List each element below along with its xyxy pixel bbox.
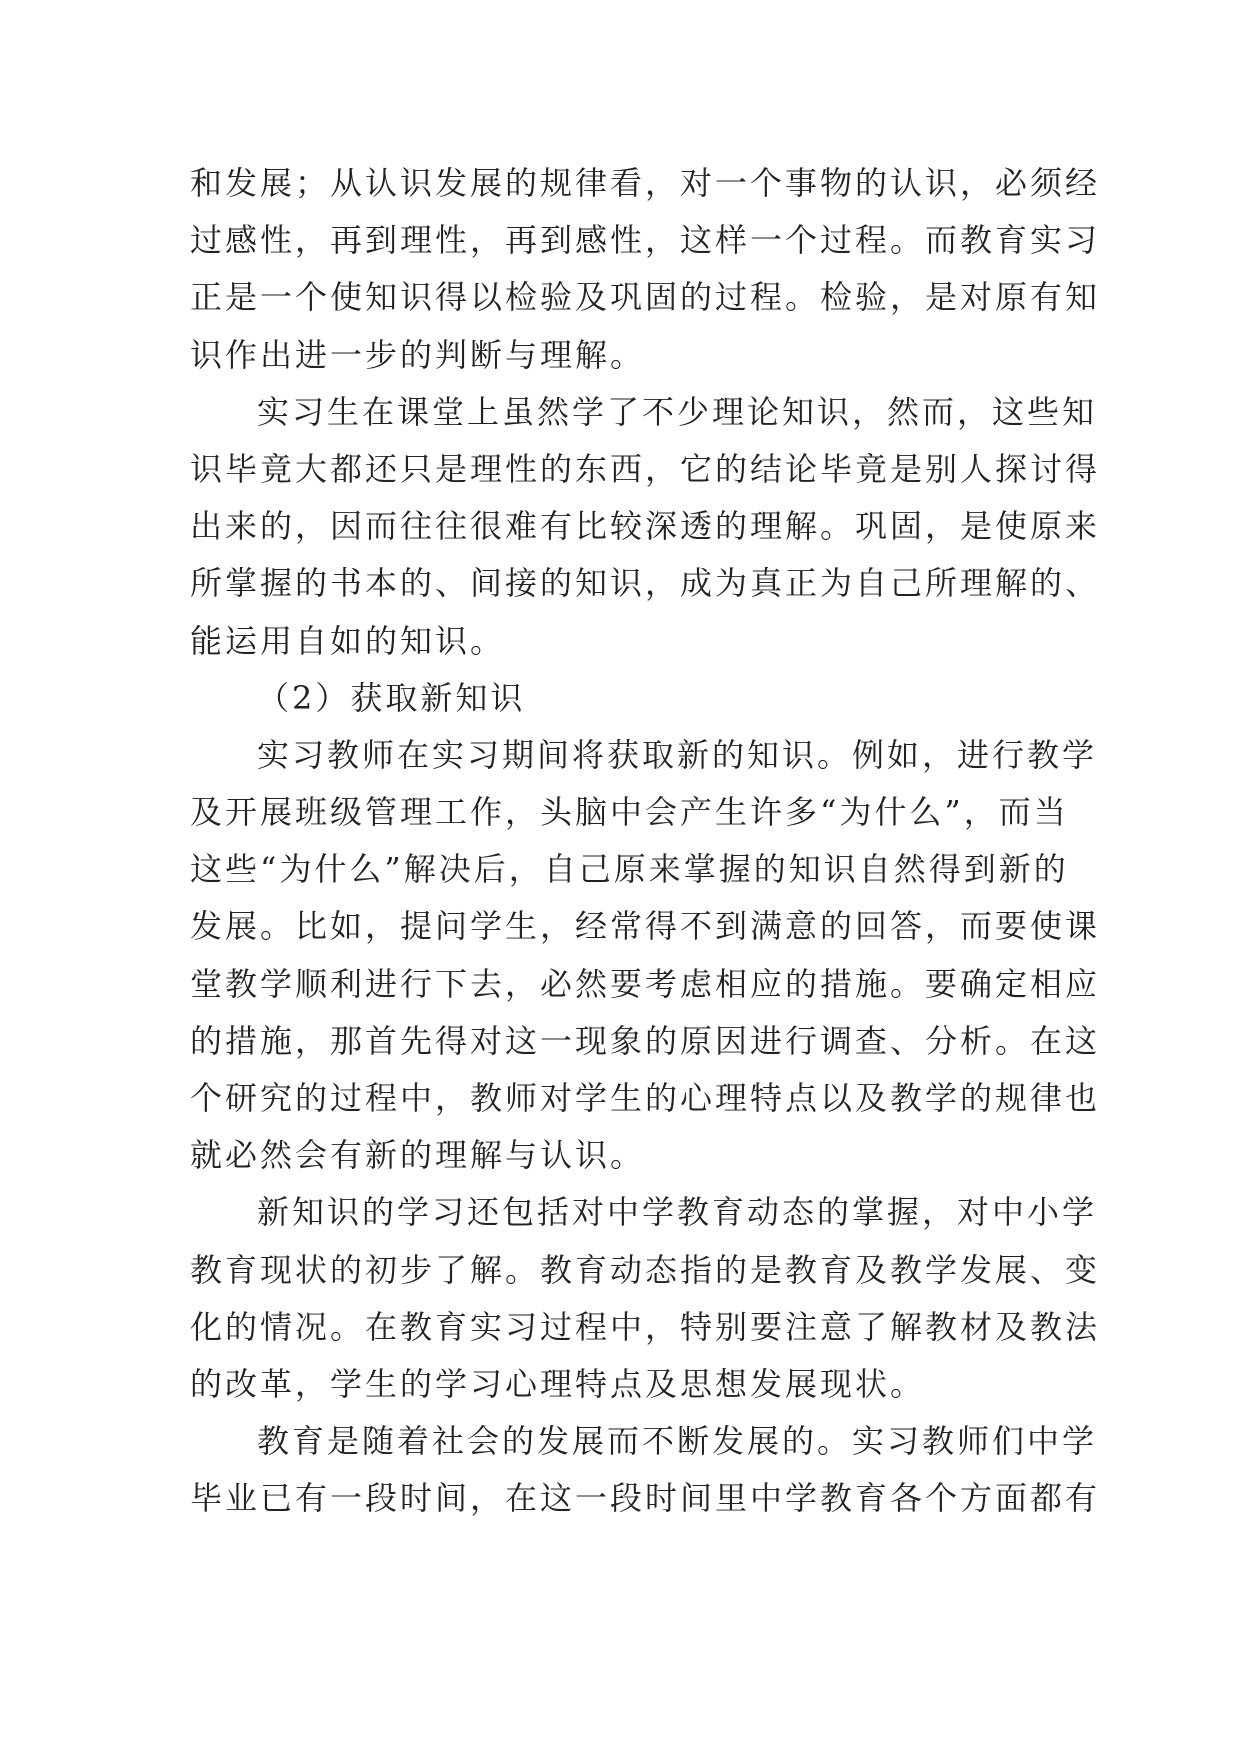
text-line: 化的情况。在教育实习过程中，特别要注意了解教材及教法 [190,1307,1101,1346]
paragraph-first-line: 教育是随着社会的发展而不断发展的。实习教师们中学 [257,1422,1098,1461]
text-line: 个研究的过程中，教师对学生的心理特点以及教学的规律也 [190,1079,1101,1117]
body-text [190,155,1101,1528]
text-line: 所掌握的书本的、间接的知识，成为真正为自己所理解的、 [190,564,1101,603]
text-line: 能运用自如的知识。 [190,621,506,660]
text-line: 识作出进一步的判断与理解。 [190,335,646,374]
section-heading: （2）获取新知识 [257,678,526,717]
text-line: 正是一个使知识得以检验及巩固的过程。检验，是对原有知 [190,278,1101,317]
text-line: 这些“为什么”解决后，自己原来掌握的知识自然得到新的 [190,850,1069,889]
text-line: 出来的，因而往往很难有比较深透的理解。巩固，是使原来 [190,507,1101,546]
paragraph-first-line: 实习生在课堂上虽然学了不少理论知识，然而，这些知 [257,392,1098,431]
text-line: 和发展；从认识发展的规律看，对一个事物的认识，必须经 [190,164,1101,202]
text-line: 及开展班级管理工作，头脑中会产生许多“为什么”，而当 [190,793,1069,832]
text-line: 堂教学顺利进行下去，必然要考虑相应的措施。要确定相应 [190,964,1101,1003]
paragraph-first-line: 新知识的学习还包括对中学教育动态的掌握，对中小学 [257,1193,1098,1232]
text-line: 识毕竟大都还只是理性的东西，它的结论毕竟是别人探讨得 [190,449,1101,488]
text-line: 过感性，再到理性，再到感性，这样一个过程。而教育实习 [190,221,1101,260]
text-line: 发展。比如，提问学生，经常得不到满意的回答，而要使课 [190,907,1101,946]
text-line: 的措施，那首先得对这一现象的原因进行调查、分析。在这 [190,1021,1101,1060]
text-line: 教育现状的初步了解。教育动态指的是教育及教学发展、变 [190,1250,1101,1289]
text-line: 就必然会有新的理解与认识。 [190,1136,646,1175]
text-line: 毕业已有一段时间，在这一段时间里中学教育各个方面都有 [190,1479,1101,1518]
text-line: 的改革，学生的学习心理特点及思想发展现状。 [190,1364,926,1403]
paragraph-first-line: 实习教师在实习期间将获取新的知识。例如，进行教学 [257,735,1098,774]
